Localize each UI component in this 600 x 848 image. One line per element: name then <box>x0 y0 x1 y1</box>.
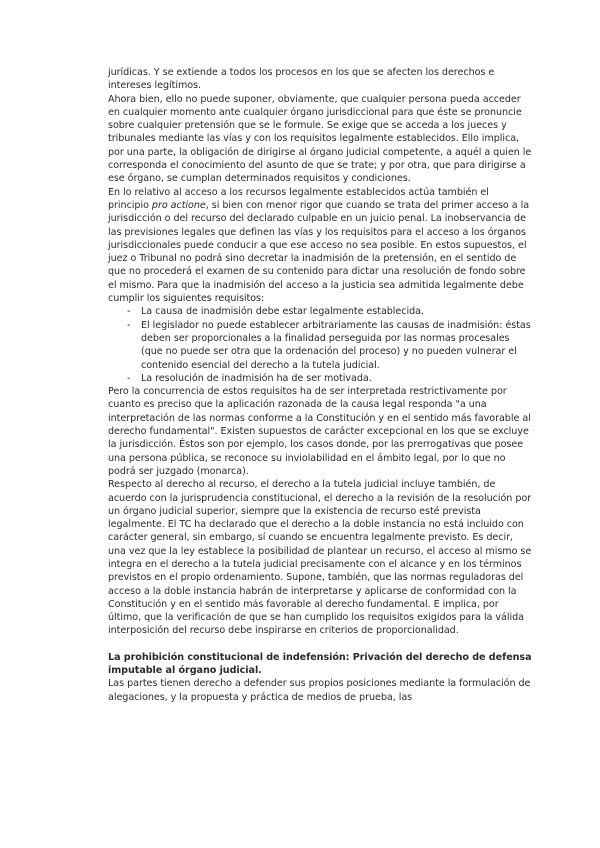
bullet-dash: - <box>127 372 131 384</box>
paragraph-access-requirements: Ahora bien, ello no puede suponer, obviamente, que cualquier persona pueda acceder en cualquier momento ante cualquier órgano jurisdiccional para que éste se pronuncie sobre cualquier pretensión que se le formule. Se exige que se acceda a los jueces y tribunales mediante las vías y con los requisitos legalmente establecidos. Ello implica, por una parte, la obligación de dirigirse al órgano judicial competente, a aquél a quien le corresponda el conocimiento del asunto de que se trate; y por otra, que para dirigirse a ese órgano, se cumplan determinados requisitos y condiciones. <box>108 93 532 185</box>
paragraph-right-to-appeal: Respecto al derecho al recurso, el derecho a la tutela judicial incluye también, de acuerdo con la jurisprudencia constitucional, el derecho a la revisión de la resolución por un órgano judicial superior, siempre que la existencia de recurso esté prevista legalmente. El TC ha declarado que el derecho a la doble instancia no está incluido con carácter general, sin embargo, sí cuando se encuentra legalmente previsto. Es decir, una vez que la ley establece la posibilidad de plantear un recurso, el acceso al mismo se integra en el derecho a la tutela judicial precisamente con el alcance y en los términos previstos en el propio ordenamiento. Supone, también, que las normas reguladoras del acceso a la doble instancia habrán de interpretarse y aplicarse de conformidad con la Constitución y en el sentido más favorable al derecho fundamental. E implica, por último, que la verificación de que se han cumplido los requisitos exigidos para la válida interposición del recurso debe inspirarse en criterios de proporcionalidad. <box>108 479 532 637</box>
list-item-text: La resolución de inadmisión ha de ser motivada. <box>141 372 372 384</box>
paragraph-defense-right: Las partes tienen derecho a defender sus propios posiciones mediante la formulación de alegaciones, y la propuesta y práctica de medios de prueba, las <box>108 678 531 703</box>
pro-actione-term: pro actione <box>151 199 206 211</box>
list-item-text: El legislador no puede establecer arbitrariamente las causas de inadmisión: éstas deben ser proporcionales a la finalidad perseguida por las normas procesales (que no puede ser otra que la ordenación del proceso) y no pueden vulnerar el contenido esencial del derecho a la tutela judicial. <box>141 319 531 371</box>
list-item <box>108 372 532 385</box>
paragraph-restrictive-interpretation: Pero la concurrencia de estos requisitos ha de ser interpretada restrictivamente por cuanto es preciso que la aplicación razonada de la causa legal responda "a una interpretación de las normas conforme a la Constitución y en el sentido más favorable al derecho fundamental". Existen supuestos de carácter excepcional en los que se excluye la jurisdicción. Éstos son por ejemplo, los casos donde, por las prerrogativas que posee una persona pública, se reconoce su inviolabilidad en el ámbito legal, por lo que no podrá ser juzgado (monarca). <box>108 386 531 477</box>
list-item <box>108 305 532 318</box>
paragraph-pro-actione-lead: En lo relativo al acceso a los recursos legalmente establecidos actúa también el principio <box>108 186 489 211</box>
document-page <box>108 66 532 704</box>
paragraph-continuation: jurídicas. Y se extiende a todos los procesos en los que se afecten los derechos e intereses legítimos. <box>108 67 495 92</box>
section-spacer <box>108 638 532 651</box>
paragraph-pro-actione-rest: , si bien con menor rigor que cuando se trata del primer acceso a la jurisdicción o del recurso del declarado culpable en un juicio penal. La inobservancia de las previsiones legales que definen las vías y los requisitos para el acceso a los órganos jurisdiccionales puede conducir a que ese acceso no sea posible. En estos supuestos, el juez o Tribunal no podrá sino decretar la inadmisión de la pretensión, en el sentido de que no procederá el examen de su contenido para dictar una resolución de fondo sobre el mismo. Para que la inadmisión del acceso a la justicia sea admitida legalmente debe cumplir los siguientes requisitos: <box>108 199 530 305</box>
list-item-text: La causa de inadmisión debe estar legalmente establecida. <box>141 306 424 318</box>
list-item <box>108 319 532 372</box>
bullet-dash: - <box>127 319 131 331</box>
section-heading: La prohibición constitucional de indefensión: Privación del derecho de defensa imputable al órgano judicial. <box>108 651 532 677</box>
requirements-list <box>108 305 532 385</box>
bullet-dash: - <box>127 306 131 318</box>
paragraph-pro-actione <box>108 186 532 306</box>
